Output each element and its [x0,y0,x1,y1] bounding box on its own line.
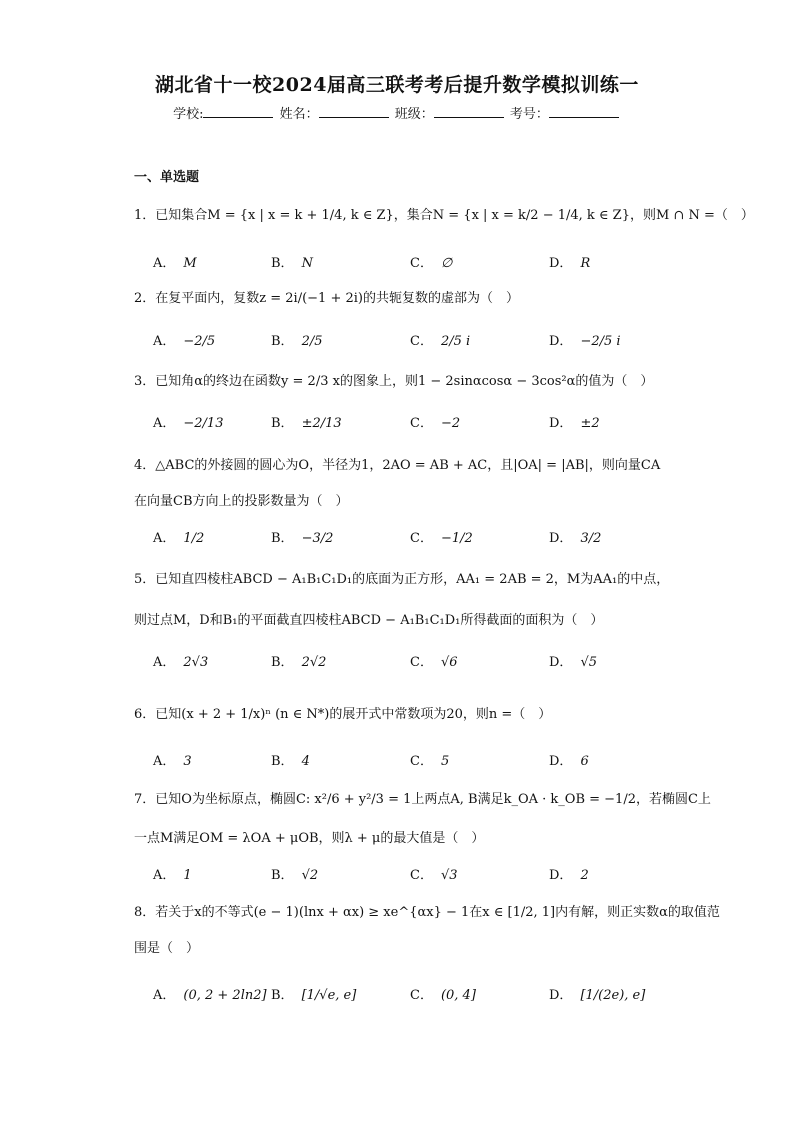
question-text: 已知(x + 2 + 1/x)ⁿ (n ∈ N*)的展开式中常数项为20，则n =（ ） [155,707,552,722]
option-c: C． (0, 4] [410,988,476,1003]
school-label: 学校: [173,107,204,122]
student-info-line [0,103,794,122]
option-d: D． 3/2 [549,531,602,546]
name-label: 姓名： [279,107,319,122]
question-text-continued: 则过点M，D和B₁的平面截直四棱柱ABCD − A₁B₁C₁D₁所得截面的面积为（ ） [134,613,604,628]
question-number: 8． [134,905,156,920]
question-number: 1． [134,208,156,223]
question-5-options [0,649,794,677]
number-label: 考号： [509,107,549,122]
class-blank [434,105,504,118]
question-6 [134,706,551,724]
question-8-options [0,982,794,1010]
option-c: C． −2 [410,416,461,431]
option-c: C． ∅ [410,256,453,271]
question-3-options [0,410,794,438]
option-a: A． 3 [153,754,192,769]
question-7-continued [134,830,484,848]
option-b: B． [1/√e, e] [271,988,357,1003]
option-a: A． 1 [153,868,192,883]
question-4-continued [134,493,349,511]
option-d: D． 6 [549,754,589,769]
question-text: 已知O为坐标原点，椭圆C: x²/6 + y²/3 = 1上两点A, B满足k_OA · k_OB = −1/2，若椭圆C上 [155,792,711,807]
question-7 [134,791,711,809]
question-number: 2． [134,291,156,306]
option-b: B． ±2/13 [271,416,342,431]
option-d: D． −2/5 i [549,334,621,349]
section-heading: 一、单选题 [134,170,200,185]
option-b: B． N [271,256,313,271]
option-c: C． 5 [410,754,450,769]
question-1 [134,207,754,225]
option-d: D． √5 [549,655,597,670]
question-text: 若关于x的不等式(e − 1)(lnx + αx) ≥ xe^{αx} − 1在x ∈ [1/2, 1]内有解，则正实数α的取值范 [155,905,720,920]
question-8 [134,904,720,922]
option-c: C． √6 [410,655,458,670]
question-number: 3． [134,374,156,389]
question-number: 4． [134,458,156,473]
option-d: D． R [549,256,591,271]
option-d: D． 2 [549,868,589,883]
option-b: B． 4 [271,754,310,769]
option-c: C． −1/2 [410,531,473,546]
option-d: D． [1/(2e), e] [549,988,646,1003]
page-title: 湖北省十一校2024届高三联考考后提升数学模拟训练一 [155,74,639,96]
school-blank [203,105,273,118]
question-text: 在复平面内，复数z = 2i/(−1 + 2i)的共轭复数的虚部为（ ） [155,291,519,306]
option-b: B． −3/2 [271,531,334,546]
option-b: B． 2/5 [271,334,323,349]
question-text-continued: 围是（ ） [134,941,200,956]
option-b: B． √2 [271,868,319,883]
class-label: 班级： [394,107,434,122]
question-5-continued [134,612,603,630]
name-blank [319,105,389,118]
question-number: 5． [134,572,156,587]
option-a: A． (0, 2 + 2ln2] [153,988,267,1003]
question-8-continued [134,940,199,958]
question-text: 已知集合M = {x | x = k + 1/4, k ∈ Z}，集合N = {x | x = k/2 − 1/4, k ∈ Z}，则M ∩ N =（ ） [155,208,754,223]
option-c: C． √3 [410,868,458,883]
question-2 [134,290,519,308]
option-a: A． −2/13 [153,416,224,431]
question-number: 7． [134,792,156,807]
question-4 [134,457,660,475]
question-text-continued: 一点M满足OM = λOA + μOB，则λ + μ的最大值是（ ） [134,831,485,846]
question-text-continued: 在向量CB方向上的投影数量为（ ） [134,494,349,509]
question-text: 已知直四棱柱ABCD − A₁B₁C₁D₁的底面为正方形，AA₁ = 2AB = 2，M为AA₁的中点， [155,572,670,587]
option-a: A． 2√3 [153,655,209,670]
question-3 [134,373,653,391]
option-a: A． −2/5 [153,334,216,349]
question-text: △ABC的外接圆的圆心为O，半径为1，2AO = AB + AC，且|OA| = |AB|，则向量CA [155,458,661,473]
question-text: 已知角α的终边在函数y = 2/3 x的图象上，则1 − 2sinαcosα − 3cos²α的值为（ ） [155,374,654,389]
option-b: B． 2√2 [271,655,327,670]
question-6-options [0,748,794,776]
option-d: D． ±2 [549,416,600,431]
number-blank [549,105,619,118]
option-a: A． M [153,256,197,271]
question-5 [134,571,669,589]
question-number: 6． [134,707,156,722]
question-2-options [0,328,794,356]
question-7-options [0,862,794,890]
question-1-options [0,250,794,278]
option-a: A． 1/2 [153,531,205,546]
question-4-options [0,525,794,553]
option-c: C． 2/5 i [410,334,471,349]
